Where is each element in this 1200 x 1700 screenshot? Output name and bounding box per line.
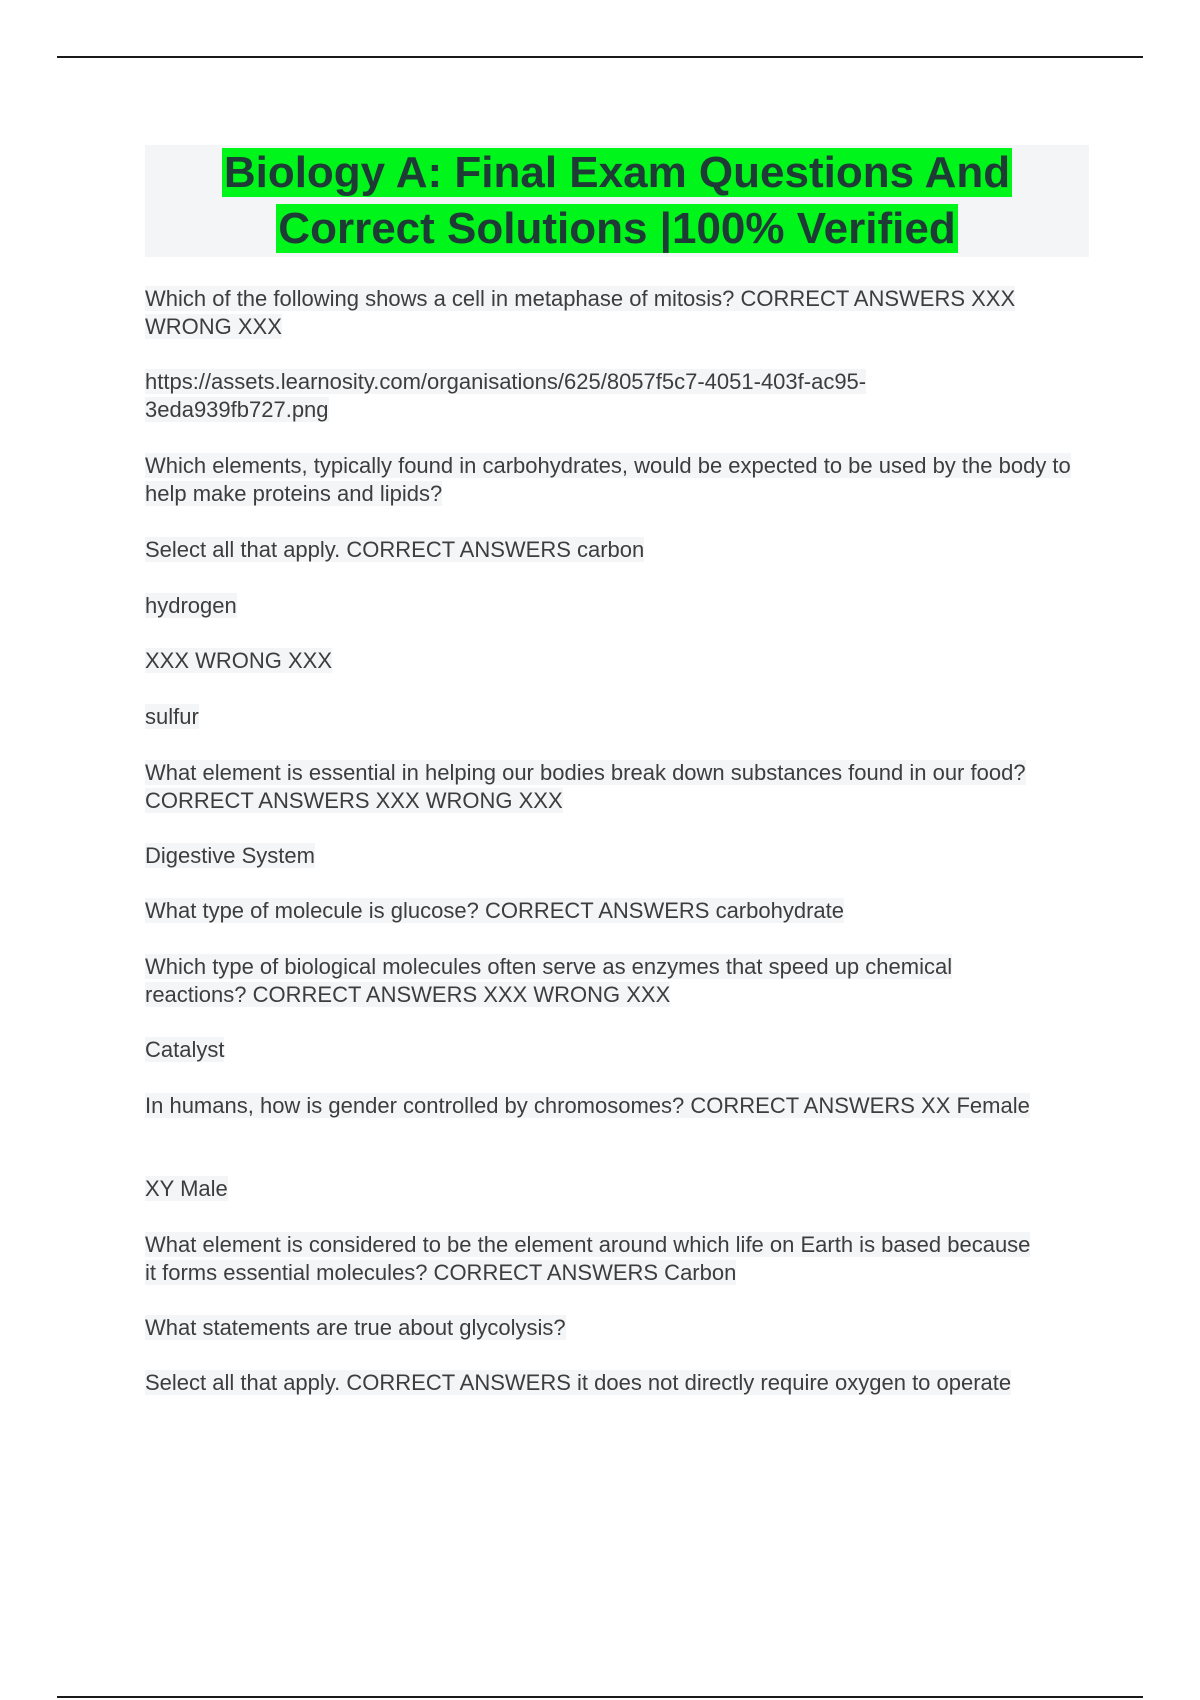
paragraph: Digestive System — [145, 843, 315, 868]
paragraph: What type of molecule is glucose? CORRECT ANSWERS carbohydrate — [145, 898, 844, 923]
paragraph: sulfur — [145, 704, 199, 729]
paragraph: hydrogen — [145, 593, 237, 618]
paragraph: Catalyst — [145, 1037, 225, 1062]
paragraph: What element is essential in helping our bodies break down substances found in our food? CORRECT ANSWERS XXX WRONG XXX — [145, 760, 1026, 813]
paragraph: What element is considered to be the element around which life on Earth is based because it forms essential molecules? CORRECT ANSWERS Carbon — [145, 1232, 1031, 1285]
title-block — [145, 145, 1089, 257]
title-line-1: Biology A: Final Exam Questions And — [223, 148, 1011, 197]
paragraph: Select all that apply. CORRECT ANSWERS it does not directly require oxygen to operate — [145, 1370, 1012, 1395]
paragraph: What statements are true about glycolysis? — [145, 1315, 566, 1340]
top-rule — [57, 56, 1143, 58]
title-line-2: Correct Solutions |100% Verified — [278, 204, 956, 253]
paragraph: XXX WRONG XXX — [145, 648, 333, 673]
paragraph: XY Male — [145, 1176, 228, 1201]
document-title — [145, 145, 1089, 257]
paragraph: Which elements, typically found in carbohydrates, would be expected to be used by the body to help make proteins and lipids? — [145, 453, 1071, 506]
paragraph: Select all that apply. CORRECT ANSWERS carbon — [145, 537, 645, 562]
paragraph: https://assets.learnosity.com/organisations/625/8057f5c7-4051-403f-ac95-3eda939fb727.png — [145, 369, 867, 422]
paragraph: Which type of biological molecules often serve as enzymes that speed up chemical reactions? CORRECT ANSWERS XXX WRONG XXX — [145, 954, 953, 1007]
paragraph: Which of the following shows a cell in metaphase of mitosis? CORRECT ANSWERS XXX WRONG XXX — [145, 286, 1016, 339]
paragraph: In humans, how is gender controlled by chromosomes? CORRECT ANSWERS XX Female — [145, 1093, 1030, 1118]
bottom-rule — [57, 1696, 1143, 1698]
